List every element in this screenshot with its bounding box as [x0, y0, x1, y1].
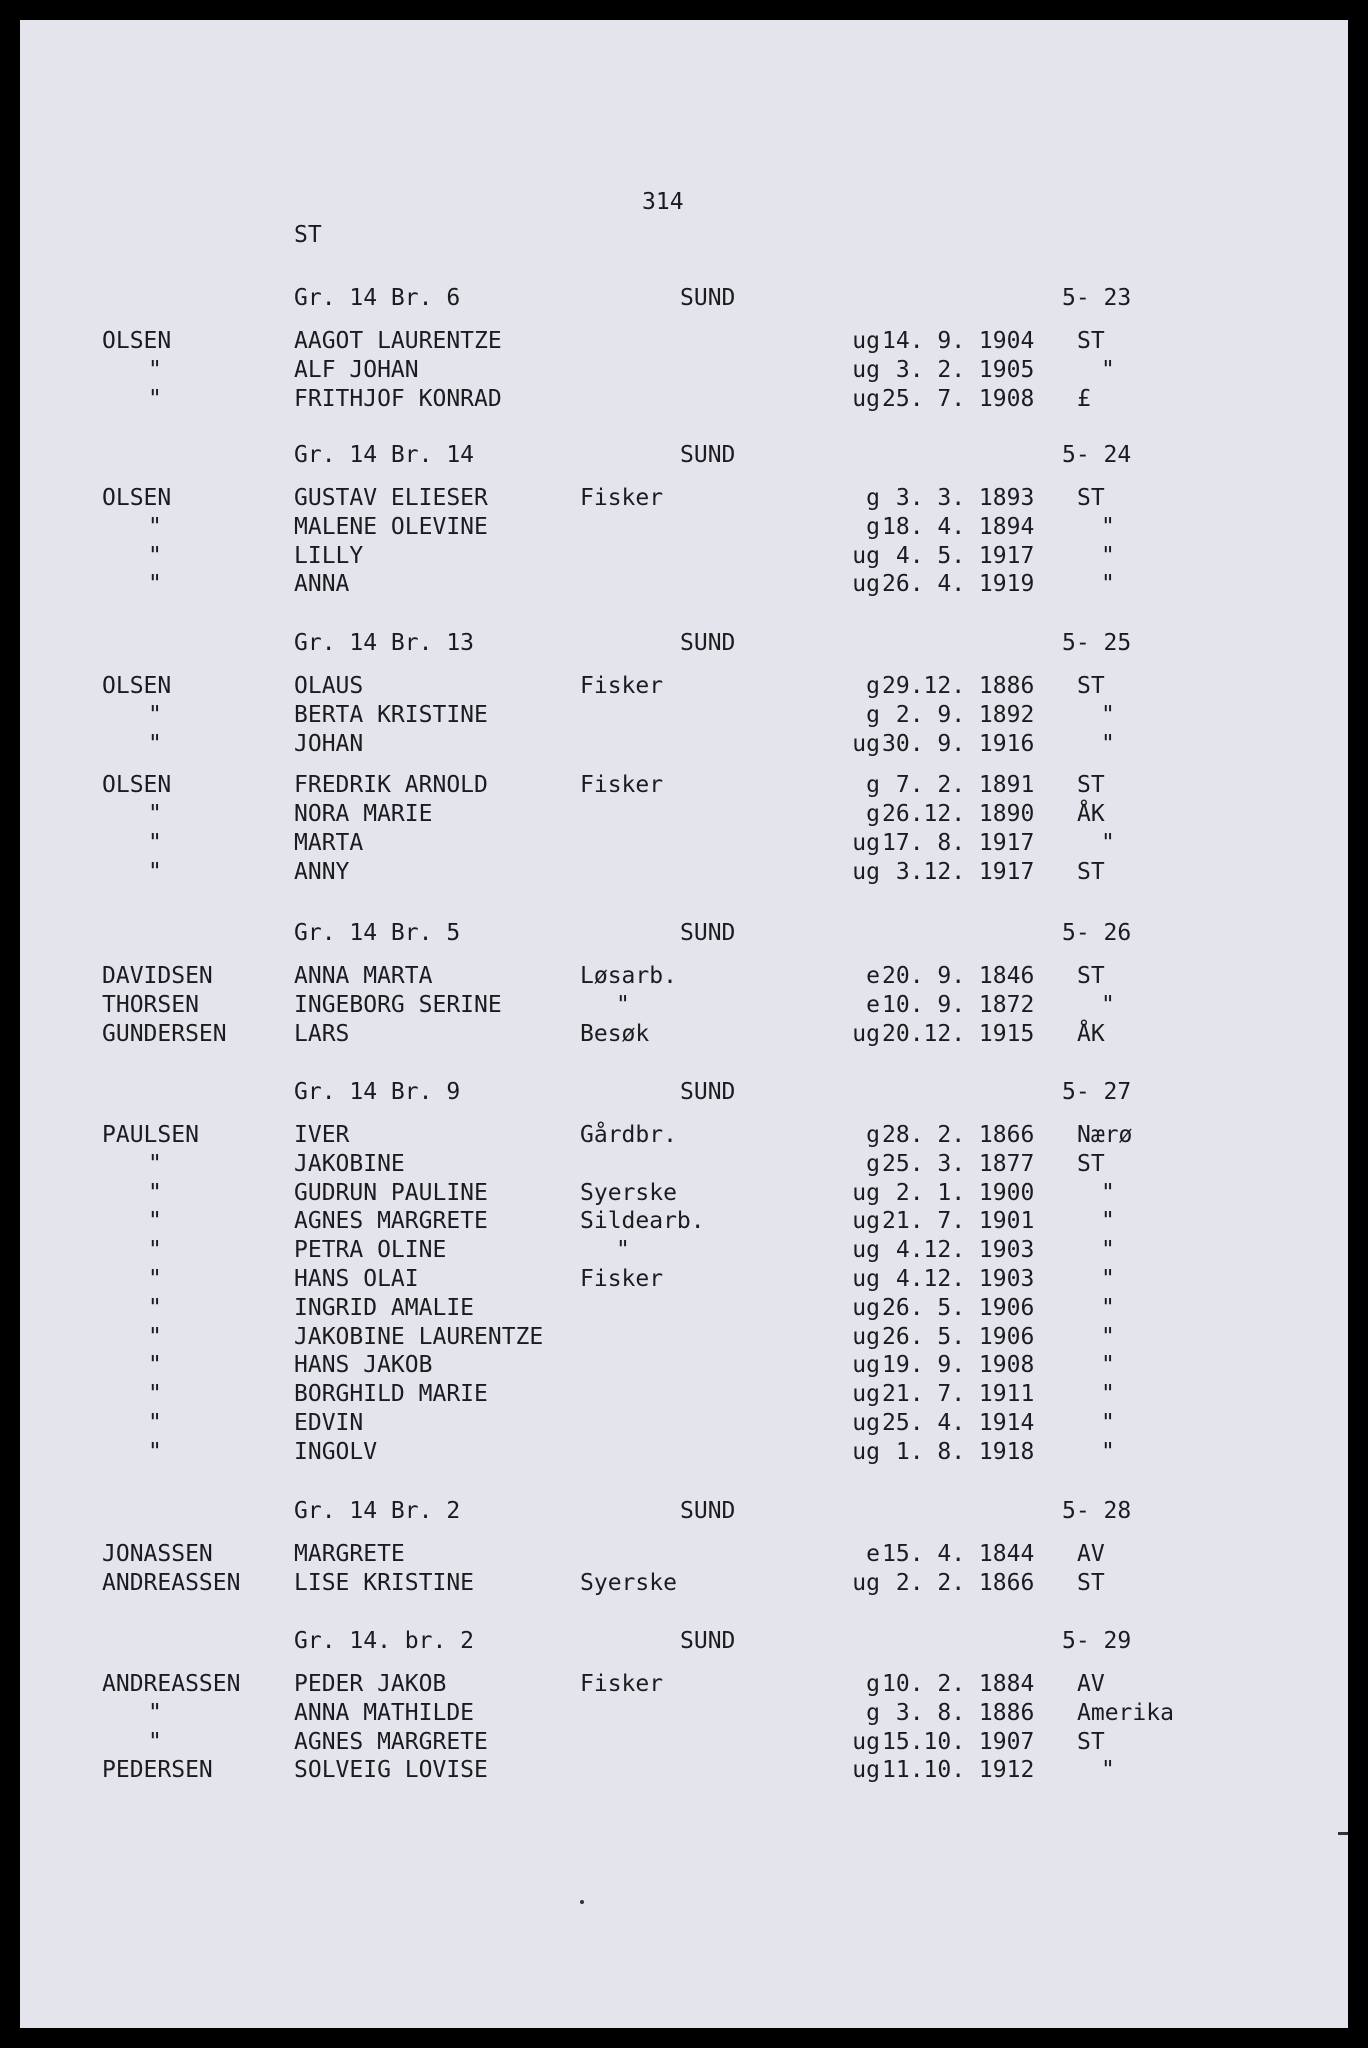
- birth-place: ST: [1077, 485, 1105, 511]
- person-row: [20, 857, 1348, 887]
- record-code: 5- 23: [1062, 285, 1132, 311]
- first-names: FREDRIK ARNOLD: [294, 772, 488, 798]
- birth-date: 19. 9. 1908: [882, 1352, 1035, 1378]
- first-names: LARS: [294, 1021, 350, 1047]
- civil-status: ug: [852, 1352, 880, 1378]
- first-names: LILLY: [294, 543, 364, 569]
- surname: PEDERSEN: [102, 1757, 213, 1783]
- civil-status: e: [866, 1541, 880, 1567]
- surname: ": [148, 571, 162, 597]
- person-row: [20, 541, 1348, 571]
- household-header: [20, 440, 1348, 470]
- birth-place: ": [1101, 1757, 1115, 1783]
- birth-place: ": [1101, 731, 1115, 757]
- record-code: 5- 25: [1062, 630, 1132, 656]
- surname: ": [148, 1237, 162, 1263]
- first-names: GUDRUN PAULINE: [294, 1180, 488, 1206]
- first-names: JOHAN: [294, 731, 364, 757]
- birth-place: AV: [1077, 1671, 1105, 1697]
- first-names: PEDER JAKOB: [294, 1671, 447, 1697]
- surname: ": [148, 1729, 162, 1755]
- first-names: ANNA MARTA: [294, 963, 433, 989]
- civil-status: ug: [852, 1410, 880, 1436]
- surname: GUNDERSEN: [102, 1021, 227, 1047]
- civil-status: ug: [852, 1180, 880, 1206]
- surname: ": [148, 1439, 162, 1465]
- birth-place: ": [1101, 1266, 1115, 1292]
- person-row: [20, 1120, 1348, 1150]
- person-row: [20, 326, 1348, 356]
- first-names: HANS OLAI: [294, 1266, 419, 1292]
- first-names: LISE KRISTINE: [294, 1570, 475, 1596]
- person-row: [20, 512, 1348, 542]
- parish-code: ST: [294, 222, 322, 248]
- surname: ": [148, 1352, 162, 1378]
- birth-date: 4.12. 1903: [882, 1266, 1035, 1292]
- page-number: 314: [642, 189, 684, 215]
- first-names: ANNA: [294, 571, 350, 597]
- area-name: SUND: [680, 630, 736, 656]
- person-row: [20, 1408, 1348, 1438]
- civil-status: ug: [852, 1295, 880, 1321]
- record-code: 5- 27: [1062, 1079, 1132, 1105]
- occupation: Syerske: [580, 1570, 677, 1596]
- civil-status: ug: [852, 859, 880, 885]
- birth-place: ÅK: [1077, 801, 1105, 827]
- birth-date: 25. 4. 1914: [882, 1410, 1035, 1436]
- first-names: JAKOBINE: [294, 1151, 405, 1177]
- person-row: [20, 1727, 1348, 1757]
- birth-place: AV: [1077, 1541, 1105, 1567]
- surname: ": [148, 543, 162, 569]
- birth-date: 15. 4. 1844: [882, 1541, 1035, 1567]
- birth-date: 26. 4. 1919: [882, 571, 1035, 597]
- civil-status: g: [866, 485, 880, 511]
- record-code: 5- 28: [1062, 1498, 1132, 1524]
- surname: ": [148, 1410, 162, 1436]
- civil-status: e: [866, 963, 880, 989]
- household-header: [20, 1077, 1348, 1107]
- surname: OLSEN: [102, 673, 172, 699]
- person-row: [20, 1755, 1348, 1785]
- birth-place: ": [1101, 1352, 1115, 1378]
- birth-date: 11.10. 1912: [882, 1757, 1035, 1783]
- person-row: [20, 1149, 1348, 1179]
- surname: ": [148, 1151, 162, 1177]
- birth-place: ": [1101, 357, 1115, 383]
- birth-place: ST: [1077, 963, 1105, 989]
- birth-date: 10. 9. 1872: [882, 992, 1035, 1018]
- birth-date: 15.10. 1907: [882, 1729, 1035, 1755]
- birth-date: 25. 7. 1908: [882, 386, 1035, 412]
- dwelling-number: Gr. 14 Br. 14: [294, 442, 475, 468]
- person-row: [20, 355, 1348, 385]
- household-header: [20, 628, 1348, 658]
- birth-date: 2. 2. 1866: [882, 1570, 1035, 1596]
- birth-date: 14. 9. 1904: [882, 328, 1035, 354]
- civil-status: g: [866, 673, 880, 699]
- person-row: [20, 1235, 1348, 1265]
- birth-date: 17. 8. 1917: [882, 830, 1035, 856]
- civil-status: ug: [852, 731, 880, 757]
- birth-date: 25. 3. 1877: [882, 1151, 1035, 1177]
- surname: OLSEN: [102, 485, 172, 511]
- birth-date: 26. 5. 1906: [882, 1324, 1035, 1350]
- birth-place: ": [1101, 702, 1115, 728]
- surname: ANDREASSEN: [102, 1570, 241, 1596]
- civil-status: ug: [852, 1324, 880, 1350]
- occupation: Fisker: [580, 485, 664, 511]
- birth-place: ": [1101, 1439, 1115, 1465]
- birth-date: 3. 3. 1893: [882, 485, 1035, 511]
- civil-status: g: [866, 801, 880, 827]
- civil-status: g: [866, 1700, 880, 1726]
- birth-date: 10. 2. 1884: [882, 1671, 1035, 1697]
- civil-status: ug: [852, 543, 880, 569]
- surname: ": [148, 731, 162, 757]
- person-row: [20, 1322, 1348, 1352]
- surname: ": [148, 801, 162, 827]
- civil-status: ug: [852, 830, 880, 856]
- first-names: ALF JOHAN: [294, 357, 419, 383]
- first-names: IVER: [294, 1122, 350, 1148]
- surname: ": [148, 702, 162, 728]
- birth-place: ": [1101, 1410, 1115, 1436]
- occupation: Gårdbr.: [580, 1122, 677, 1148]
- occupation: Fisker: [580, 1266, 664, 1292]
- person-row: [20, 1437, 1348, 1467]
- person-row: [20, 1206, 1348, 1236]
- birth-place: ST: [1077, 1729, 1105, 1755]
- occupation: Løsarb.: [580, 963, 677, 989]
- birth-place: ST: [1077, 328, 1105, 354]
- birth-place: Nærø: [1077, 1122, 1133, 1148]
- person-row: [20, 1019, 1348, 1049]
- first-names: EDVIN: [294, 1410, 364, 1436]
- civil-status: ug: [852, 1021, 880, 1047]
- birth-date: 2. 9. 1892: [882, 702, 1035, 728]
- dwelling-number: Gr. 14 Br. 6: [294, 285, 461, 311]
- civil-status: ug: [852, 386, 880, 412]
- person-row: [20, 569, 1348, 599]
- household-header: [20, 1496, 1348, 1526]
- birth-date: 30. 9. 1916: [882, 731, 1035, 757]
- surname: JONASSEN: [102, 1541, 213, 1567]
- person-row: [20, 1669, 1348, 1699]
- occupation: Sildearb.: [580, 1208, 705, 1234]
- surname: ": [148, 1180, 162, 1206]
- birth-place: ": [1101, 1208, 1115, 1234]
- dwelling-number: Gr. 14. br. 2: [294, 1628, 475, 1654]
- dwelling-number: Gr. 14 Br. 9: [294, 1079, 461, 1105]
- occupation: Fisker: [580, 673, 664, 699]
- surname: ": [148, 1266, 162, 1292]
- scan-edge-mark: [1338, 1832, 1348, 1835]
- birth-date: 1. 8. 1918: [882, 1439, 1035, 1465]
- record-code: 5- 29: [1062, 1628, 1132, 1654]
- birth-place: ": [1101, 992, 1115, 1018]
- surname: ": [148, 1700, 162, 1726]
- area-name: SUND: [680, 1079, 736, 1105]
- surname: ": [148, 514, 162, 540]
- first-names: HANS JAKOB: [294, 1352, 433, 1378]
- first-names: NORA MARIE: [294, 801, 433, 827]
- person-row: [20, 1350, 1348, 1380]
- civil-status: g: [866, 514, 880, 540]
- household-header: [20, 918, 1348, 948]
- dwelling-number: Gr. 14 Br. 2: [294, 1498, 461, 1524]
- birth-date: 4. 5. 1917: [882, 543, 1035, 569]
- person-row: [20, 384, 1348, 414]
- first-names: SOLVEIG LOVISE: [294, 1757, 488, 1783]
- area-name: SUND: [680, 442, 736, 468]
- civil-status: g: [866, 702, 880, 728]
- first-names: BORGHILD MARIE: [294, 1381, 488, 1407]
- surname: ": [148, 1324, 162, 1350]
- surname: PAULSEN: [102, 1122, 199, 1148]
- person-row: [20, 729, 1348, 759]
- surname: ": [148, 1208, 162, 1234]
- birth-date: 20. 9. 1846: [882, 963, 1035, 989]
- first-names: PETRA OLINE: [294, 1237, 447, 1263]
- first-names: MARGRETE: [294, 1541, 405, 1567]
- first-names: INGRID AMALIE: [294, 1295, 475, 1321]
- birth-date: 26. 5. 1906: [882, 1295, 1035, 1321]
- birth-place: £: [1077, 386, 1091, 412]
- first-names: MARTA: [294, 830, 364, 856]
- person-row: [20, 961, 1348, 991]
- birth-place: ": [1101, 1381, 1115, 1407]
- area-name: SUND: [680, 920, 736, 946]
- birth-place: ": [1101, 1180, 1115, 1206]
- civil-status: ug: [852, 1266, 880, 1292]
- civil-status: g: [866, 772, 880, 798]
- birth-date: 21. 7. 1901: [882, 1208, 1035, 1234]
- surname: ": [148, 830, 162, 856]
- person-row: [20, 1379, 1348, 1409]
- person-row: [20, 1178, 1348, 1208]
- civil-status: g: [866, 1151, 880, 1177]
- civil-status: ug: [852, 1208, 880, 1234]
- first-names: MALENE OLEVINE: [294, 514, 488, 540]
- civil-status: g: [866, 1671, 880, 1697]
- civil-status: ug: [852, 357, 880, 383]
- birth-date: 18. 4. 1894: [882, 514, 1035, 540]
- area-name: SUND: [680, 285, 736, 311]
- birth-date: 21. 7. 1911: [882, 1381, 1035, 1407]
- birth-place: ": [1101, 1295, 1115, 1321]
- birth-place: ": [1101, 514, 1115, 540]
- surname: ": [148, 859, 162, 885]
- surname: THORSEN: [102, 992, 199, 1018]
- first-names: GUSTAV ELIESER: [294, 485, 488, 511]
- surname: ": [148, 386, 162, 412]
- birth-date: 3. 8. 1886: [882, 1700, 1035, 1726]
- civil-status: ug: [852, 1757, 880, 1783]
- occupation: Syerske: [580, 1180, 677, 1206]
- first-names: AAGOT LAURENTZE: [294, 328, 502, 354]
- census-page: [20, 20, 1348, 2028]
- birth-place: Amerika: [1077, 1700, 1174, 1726]
- person-row: [20, 1293, 1348, 1323]
- birth-place: ": [1101, 571, 1115, 597]
- first-names: INGOLV: [294, 1439, 378, 1465]
- first-names: JAKOBINE LAURENTZE: [294, 1324, 544, 1350]
- dwelling-number: Gr. 14 Br. 5: [294, 920, 461, 946]
- birth-place: ": [1101, 1237, 1115, 1263]
- birth-date: 20.12. 1915: [882, 1021, 1035, 1047]
- person-row: [20, 1698, 1348, 1728]
- birth-place: ": [1101, 543, 1115, 569]
- area-name: SUND: [680, 1628, 736, 1654]
- civil-status: ug: [852, 1381, 880, 1407]
- surname: ": [148, 357, 162, 383]
- person-row: [20, 1264, 1348, 1294]
- first-names: AGNES MARGRETE: [294, 1729, 488, 1755]
- first-names: ANNA MATHILDE: [294, 1700, 475, 1726]
- surname: ANDREASSEN: [102, 1671, 241, 1697]
- surname: OLSEN: [102, 328, 172, 354]
- first-names: BERTA KRISTINE: [294, 702, 488, 728]
- person-row: [20, 770, 1348, 800]
- occupation: Fisker: [580, 772, 664, 798]
- first-names: ANNY: [294, 859, 350, 885]
- birth-place: ": [1101, 830, 1115, 856]
- area-name: SUND: [680, 1498, 736, 1524]
- surname: ": [148, 1381, 162, 1407]
- surname: DAVIDSEN: [102, 963, 213, 989]
- birth-date: 26.12. 1890: [882, 801, 1035, 827]
- civil-status: ug: [852, 571, 880, 597]
- civil-status: ug: [852, 1439, 880, 1465]
- birth-place: ST: [1077, 859, 1105, 885]
- occupation: ": [616, 1237, 630, 1263]
- civil-status: ug: [852, 1237, 880, 1263]
- person-row: [20, 828, 1348, 858]
- occupation: Besøk: [580, 1021, 650, 1047]
- person-row: [20, 1568, 1348, 1598]
- birth-place: ST: [1077, 1570, 1105, 1596]
- birth-place: ST: [1077, 1151, 1105, 1177]
- birth-date: 3.12. 1917: [882, 859, 1035, 885]
- record-code: 5- 24: [1062, 442, 1132, 468]
- first-names: OLAUS: [294, 673, 364, 699]
- birth-date: 28. 2. 1866: [882, 1122, 1035, 1148]
- first-names: AGNES MARGRETE: [294, 1208, 488, 1234]
- person-row: [20, 700, 1348, 730]
- surname: ": [148, 1295, 162, 1321]
- first-names: INGEBORG SERINE: [294, 992, 502, 1018]
- birth-place: ST: [1077, 772, 1105, 798]
- household-header: [20, 283, 1348, 313]
- birth-place: ÅK: [1077, 1021, 1105, 1047]
- occupation: Fisker: [580, 1671, 664, 1697]
- birth-date: 7. 2. 1891: [882, 772, 1035, 798]
- person-row: [20, 671, 1348, 701]
- household-header: [20, 1626, 1348, 1656]
- civil-status: e: [866, 992, 880, 1018]
- birth-place: ST: [1077, 673, 1105, 699]
- occupation: ": [616, 992, 630, 1018]
- scan-speck: [580, 1900, 584, 1904]
- civil-status: g: [866, 1122, 880, 1148]
- first-names: FRITHJOF KONRAD: [294, 386, 502, 412]
- person-row: [20, 799, 1348, 829]
- civil-status: ug: [852, 1729, 880, 1755]
- civil-status: ug: [852, 328, 880, 354]
- person-row: [20, 483, 1348, 513]
- birth-place: ": [1101, 1324, 1115, 1350]
- dwelling-number: Gr. 14 Br. 13: [294, 630, 475, 656]
- surname: OLSEN: [102, 772, 172, 798]
- person-row: [20, 990, 1348, 1020]
- civil-status: ug: [852, 1570, 880, 1596]
- birth-date: 3. 2. 1905: [882, 357, 1035, 383]
- person-row: [20, 1539, 1348, 1569]
- record-code: 5- 26: [1062, 920, 1132, 946]
- birth-date: 4.12. 1903: [882, 1237, 1035, 1263]
- birth-date: 29.12. 1886: [882, 673, 1035, 699]
- birth-date: 2. 1. 1900: [882, 1180, 1035, 1206]
